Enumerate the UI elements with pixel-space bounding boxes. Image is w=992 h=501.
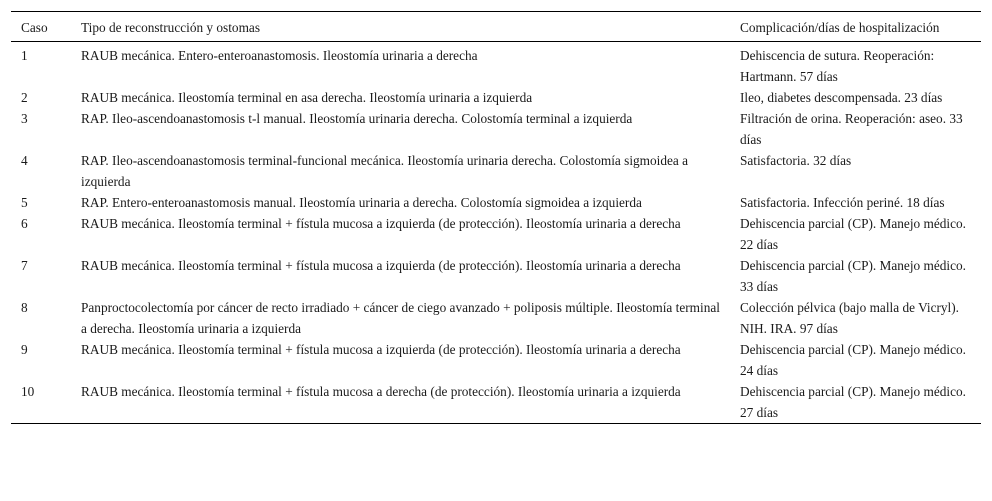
- cell-tipo: RAUB mecánica. Ileostomía terminal + fístula mucosa a izquierda (de protección). Ileostomía urinaria a derecha: [81, 342, 681, 357]
- header-tipo: Tipo de reconstrucción y ostomas: [81, 20, 260, 35]
- header-caso: Caso: [21, 20, 48, 35]
- cell-caso: 5: [21, 195, 28, 210]
- cell-caso: 3: [21, 111, 28, 126]
- header-complicacion: Complicación/días de hospitalización: [740, 20, 940, 35]
- cell-complicacion: Dehiscencia parcial (CP). Manejo médico. 27 días: [740, 384, 966, 420]
- cell-complicacion: Dehiscencia de sutura. Reoperación: Hartmann. 57 días: [740, 48, 935, 84]
- cell-tipo: RAP. Ileo-ascendoanastomosis terminal-funcional mecánica. Ileostomía urinaria derecha. Colostomía sigmoidea a izquierda: [81, 153, 689, 189]
- table-row: [11, 339, 981, 381]
- cell-complicacion: Ileo, diabetes descompensada. 23 días: [740, 90, 943, 105]
- table-body: [11, 42, 981, 424]
- cell-caso: 4: [21, 153, 28, 168]
- cell-complicacion: Colección pélvica (bajo malla de Vicryl). NIH. IRA. 97 días: [740, 300, 960, 336]
- cell-complicacion: Dehiscencia parcial (CP). Manejo médico. 22 días: [740, 216, 966, 252]
- cell-caso: 1: [21, 48, 28, 63]
- table-row: [11, 150, 981, 192]
- cell-complicacion: Satisfactoria. 32 días: [740, 153, 852, 168]
- table-row: [11, 381, 981, 424]
- cell-tipo: Panproctocolectomía por cáncer de recto irradiado + cáncer de ciego avanzado + poliposis múltiple. Ileostomía terminal a derecha. Ileostomía urinaria a izquierda: [81, 300, 720, 336]
- cell-tipo: RAUB mecánica. Ileostomía terminal en asa derecha. Ileostomía urinaria a izquierda: [81, 90, 533, 105]
- table-row: [11, 87, 981, 108]
- table-row: [11, 192, 981, 213]
- table-row: [11, 108, 981, 150]
- cell-caso: 10: [21, 384, 35, 399]
- header-row: [11, 12, 981, 42]
- cell-tipo: RAUB mecánica. Ileostomía terminal + fístula mucosa a izquierda (de protección). Ileostomía urinaria a derecha: [81, 258, 681, 273]
- cell-tipo: RAP. Entero-enteroanastomosis manual. Ileostomía urinaria a derecha. Colostomía sigmoidea a izquierda: [81, 195, 642, 210]
- table-row: [11, 42, 981, 88]
- cell-tipo: RAUB mecánica. Ileostomía terminal + fístula mucosa a derecha (de protección). Ileostomía urinaria a izquierda: [81, 384, 681, 399]
- cell-caso: 8: [21, 300, 28, 315]
- cell-tipo: RAUB mecánica. Entero-enteroanastomosis. Ileostomía urinaria a derecha: [81, 48, 478, 63]
- table-row: [11, 297, 981, 339]
- cell-caso: 6: [21, 216, 28, 231]
- table-row: [11, 213, 981, 255]
- cell-complicacion: Dehiscencia parcial (CP). Manejo médico. 24 días: [740, 342, 966, 378]
- cell-complicacion: Dehiscencia parcial (CP). Manejo médico. 33 días: [740, 258, 966, 294]
- cell-tipo: RAP. Ileo-ascendoanastomosis t-l manual. Ileostomía urinaria derecha. Colostomía terminal a izquierda: [81, 111, 633, 126]
- table-header: [11, 12, 981, 42]
- table-row: [11, 255, 981, 297]
- cases-table-container: [11, 11, 981, 424]
- cell-caso: 7: [21, 258, 28, 273]
- cell-complicacion: Satisfactoria. Infección periné. 18 días: [740, 195, 945, 210]
- cell-complicacion: Filtración de orina. Reoperación: aseo. 33 días: [740, 111, 963, 147]
- cases-table: [11, 11, 981, 424]
- cell-tipo: RAUB mecánica. Ileostomía terminal + fístula mucosa a izquierda (de protección). Ileostomía urinaria a derecha: [81, 216, 681, 231]
- cell-caso: 9: [21, 342, 28, 357]
- cell-caso: 2: [21, 90, 28, 105]
